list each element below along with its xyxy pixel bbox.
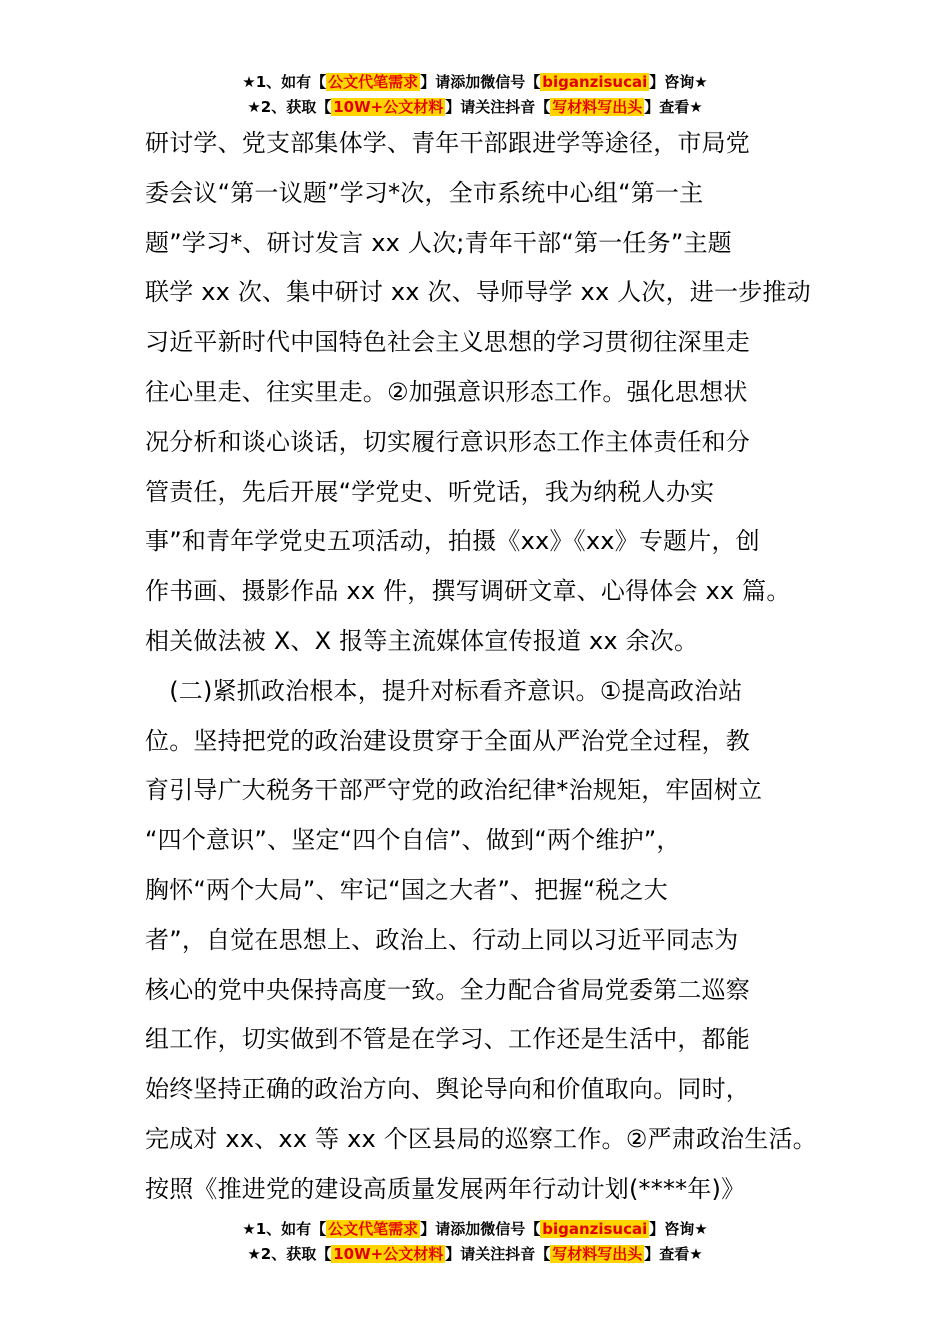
star-icon: ★ (242, 1220, 256, 1238)
highlight-materials: 10W+公文材料 (333, 98, 444, 116)
highlight-douyin: 写材料写出头 (552, 98, 643, 116)
body-line: 相关做法被 X、X 报等主流媒体宣传报道 xx 余次。 (145, 626, 699, 655)
body-line: “四个意识”、坚定“四个自信”、做到“两个维护”， (145, 826, 681, 855)
body-line: 组工作，切实做到不管是在学习、工作还是生活中，都能 (145, 1025, 750, 1054)
body-line: 管责任，先后开展“学党史、听党话，我为纳税人办实 (145, 477, 715, 506)
highlight-wechat-id: biganzisucai (542, 1220, 648, 1238)
banner-text: 】查看★ (644, 1245, 703, 1263)
body-line: 事”和青年学党史五项活动，拍摄《xx》《xx》专题片，创 (145, 527, 760, 556)
star-icon: ★ (247, 98, 261, 116)
star-icon: ★ (247, 1245, 261, 1263)
body-line: 完成对 xx、xx 等 xx 个区县局的巡察工作。②严肃政治生活。 (145, 1124, 817, 1153)
banner-text: 】请添加微信号【 (420, 73, 541, 91)
highlight-douyin: 写材料写出头 (552, 1245, 643, 1263)
body-line: 委会议“第一议题”学习*次，全市系统中心组“第一主 (145, 178, 704, 207)
highlight-service: 公文代笔需求 (328, 73, 419, 91)
body-line: 核心的党中央保持高度一致。全力配合省局党委第二巡察 (145, 975, 750, 1004)
section-heading-line: (二)紧抓政治根本，提升对标看齐意识。①提高政治站 (145, 676, 743, 705)
body-line: 习近平新时代中国特色社会主义思想的学习贯彻往深里走 (145, 328, 750, 357)
banner-text: 1、如有【 (255, 1220, 327, 1238)
footer-banner-line-1 (0, 1217, 950, 1242)
document-body (145, 119, 845, 1215)
highlight-service: 公文代笔需求 (328, 1220, 419, 1238)
header-banner-line-1 (0, 70, 950, 95)
body-line: 作书画、摄影作品 xx 件，撰写调研文章、心得体会 xx 篇。 (145, 577, 791, 606)
star-icon: ★ (242, 73, 256, 91)
header-banner-line-2 (0, 95, 950, 120)
body-line: 况分析和谈心谈话，切实履行意识形态工作主体责任和分 (145, 427, 750, 456)
banner-text: 】请添加微信号【 (420, 1220, 541, 1238)
body-line: 研讨学、党支部集体学、青年干部跟进学等途径，市局党 (145, 129, 750, 157)
footer-banner (0, 1217, 950, 1267)
body-line: 题”学习*、研讨发言 xx 人次;青年干部“第一任务”主题 (145, 228, 732, 257)
banner-text: 】咨询★ (649, 1220, 708, 1238)
body-line: 胸怀“两个大局”、牢记“国之大者”、把握“税之大 (145, 875, 668, 904)
banner-text: 2、获取【 (260, 1245, 332, 1263)
header-banner (0, 70, 950, 120)
footer-banner-line-2 (0, 1242, 950, 1267)
banner-text: 】请关注抖音【 (445, 1245, 551, 1263)
banner-text: 】咨询★ (649, 73, 708, 91)
highlight-wechat-id: biganzisucai (542, 73, 648, 91)
body-line: 往心里走、往实里走。②加强意识形态工作。强化思想状 (145, 377, 748, 406)
banner-text: 】查看★ (644, 98, 703, 116)
banner-text: 2、获取【 (260, 98, 332, 116)
banner-text: 1、如有【 (255, 73, 327, 91)
body-line: 者”，自觉在思想上、政治上、行动上同以习近平同志为 (145, 925, 739, 954)
body-line: 按照《推进党的建设高质量发展两年行动计划(****年)》 (145, 1174, 746, 1203)
body-line: 育引导广大税务干部严守党的政治纪律*治规矩，牢固树立 (145, 776, 763, 805)
body-line: 始终坚持正确的政治方向、舆论导向和价值取向。同时， (145, 1075, 750, 1104)
banner-text: 】请关注抖音【 (445, 98, 551, 116)
body-line: 联学 xx 次、集中研讨 xx 次、导师导学 xx 人次，进一步推动 (145, 278, 811, 307)
body-line: 位。坚持把党的政治建设贯穿于全面从严治党全过程，教 (145, 726, 750, 755)
highlight-materials: 10W+公文材料 (333, 1245, 444, 1263)
